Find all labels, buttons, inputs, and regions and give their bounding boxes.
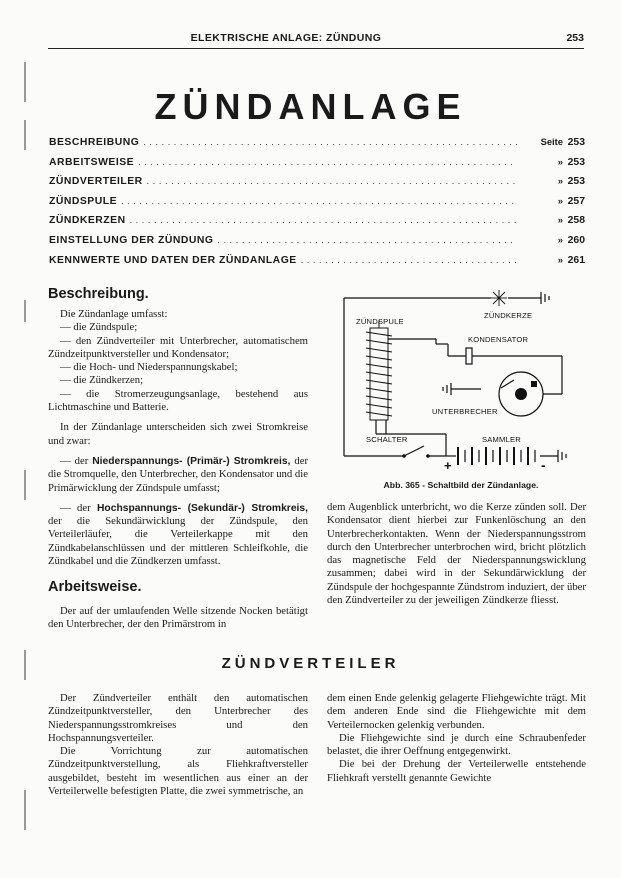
list-item: — die Stromerzeugungsanlage, bestehend aus Lichtmaschine und Batterie. [48,387,308,414]
toc-row [49,195,585,215]
arbeitsweise-text-right: dem Augenblick unterbricht, wo die Kerze zünden soll. Der Kondensator dient hierbei zur Funkenlöschung an den Unterbrecherkontakten. Wenn der Niederspannungsstrom durch den Unterbrecher unterbrochen wird, bricht plötzlich das magnetische Feld der Niederspannungswicklung zusammen; dabei wird in der Sekundärwicklung der Zündspule der hochgespannte Zündstrom induziert, der über den Zündverteiler zu der jeweiligen Zündkerze fliesst. [327,501,586,607]
toc-leader [138,157,517,167]
toc-page: 257 [567,195,585,207]
section-heading-beschreibung: Beschreibung. [48,286,149,302]
toc-row [49,136,585,156]
toc-label: ZÜNDVERTEILER [49,176,143,188]
label-plus: + [444,458,452,473]
list-item: — die Zündkerzen; [60,374,144,387]
paragraph [48,455,308,495]
toc-ref: » [557,214,563,226]
toc-ref: » [557,253,563,265]
list-item: — den Zündverteiler mit Unterbrecher, automatischem Zündzeitpunktversteller und Kondensator; [48,334,308,360]
paragraph: Die bei der Drehung der Verteilerwelle entstehende Fliehkraft verstellt genannte Gewichte [327,758,586,784]
toc-label: ZÜNDSPULE [49,195,118,207]
paragraph: dem einen Ende gelenkig gelagerte Fliehgewichte trägt. Mit dem anderen Ende sind die Fliehgewichte mit dem Verteilernocken gelenkig verbunden. [327,692,586,731]
arbeitsweise-text-left: Der auf der umlaufenden Welle sitzende Nocken betätigt den Unterbrecher, der den Primärstrom in [48,605,308,631]
chapter-title: ZÜNDANLAGE [154,86,467,127]
beschreibung-text [48,308,308,568]
toc-label: BESCHREIBUNG [49,137,140,148]
toc-ref: » [557,175,563,187]
toc-page: 253 [567,176,585,188]
running-title: ELEKTRISCHE ANLAGE: ZÜNDUNG [190,32,382,44]
paragraph-text: der die Stromquelle, den Unterbrecher, den Kondensator und die Primärwicklung der Zündspule umfasst; [48,454,308,494]
toc-leader [217,235,517,245]
toc-page: 260 [567,234,585,246]
toc-row [49,254,585,274]
paragraph: Die Fliehgewichte sind je durch eine Schraubenfeder belastet, die ihrer Oeffnung entgegenwirkt. [327,731,586,758]
margin-mark [24,790,26,830]
margin-mark [24,470,26,500]
toc-ref: Seite [540,136,563,147]
toc-leader [301,255,517,265]
section-title-zuendverteiler: ZÜNDVERTEILER [221,655,400,672]
toc-ref: » [557,194,563,206]
dash: — der [60,454,93,467]
list-item: — die Hoch- und Niederspannungskabel; [60,361,238,374]
dash: — der [60,501,97,514]
zuendverteiler-text-left [48,692,308,798]
toc-row [49,175,585,195]
paragraph: In der Zündanlage unterscheiden sich zwei Stromkreise und zwar: [48,421,308,447]
toc-row [49,156,585,176]
section-heading-arbeitsweise: Arbeitsweise. [48,579,142,595]
toc-row [49,214,585,234]
toc-row [49,234,585,254]
toc-leader [143,137,517,147]
list-item: — die Zündspule; [60,321,138,334]
paragraph-text: der die Sekundärwicklung der Zündspule, den Verteilerläufer, die Verteilerkappe mit den Zündkabelanschlüssen und der mittleren Schleifkohle, die Zündkabel und die Zündkerzen umfasst. [48,515,308,568]
toc-label: ARBEITSWEISE [49,156,135,168]
toc-leader [147,176,517,186]
toc-page: 261 [567,254,585,266]
paragraph: Der Zündverteiler enthält den automatischen Zündzeitpunktversteller, den Unterbrecher des Niederspannungsstromkreises und den Hochspannungsverteiler. [48,692,308,744]
label-minus: - [541,457,546,473]
toc-leader [121,196,517,206]
toc-leader [130,215,517,225]
toc-label: ZÜNDKERZEN [49,215,126,227]
paragraph: Die Vorrichtung zur automatischen Zündzeitpunktverstellung, als Fliehkraftversteller ausgebildet, besteht im wesentlichen aus einer an der Verteilerwelle befestigten Platte, die zwei symmetrische, an [48,745,308,798]
running-head [48,32,584,49]
label-coil: ZÜNDSPULE [356,317,404,326]
label-switch: SCHALTER [366,435,408,444]
toc-label: KENNWERTE UND DATEN DER ZÜNDANLAGE [49,254,297,266]
label-breaker: UNTERBRECHER [432,407,498,416]
primary-circuit-term: Niederspannungs- (Primär-) Stromkreis, [92,455,291,467]
toc-page: 253 [567,156,585,168]
table-of-contents [49,136,585,273]
figure-caption: Abb. 365 - Schaltbild der Zündanlage. [383,480,539,490]
label-battery: SAMMLER [482,435,521,444]
paragraph [48,502,308,568]
toc-ref: » [557,233,563,245]
toc-ref: » [557,155,563,167]
paragraph: Die Zündanlage umfasst: [60,308,168,320]
toc-page: 253 [567,137,585,148]
zuendverteiler-text-right [327,692,586,785]
toc-page: 258 [567,215,585,227]
page-number: 253 [566,32,584,44]
secondary-circuit-term: Hochspannungs- (Sekundär-) Stromkreis, [97,502,308,514]
margin-mark [24,300,26,322]
toc-label: EINSTELLUNG DER ZÜNDUNG [49,234,214,246]
ignition-wiring-diagram [336,284,586,494]
label-capacitor: KONDENSATOR [468,335,529,344]
label-spark-plug: ZÜNDKERZE [484,311,533,320]
